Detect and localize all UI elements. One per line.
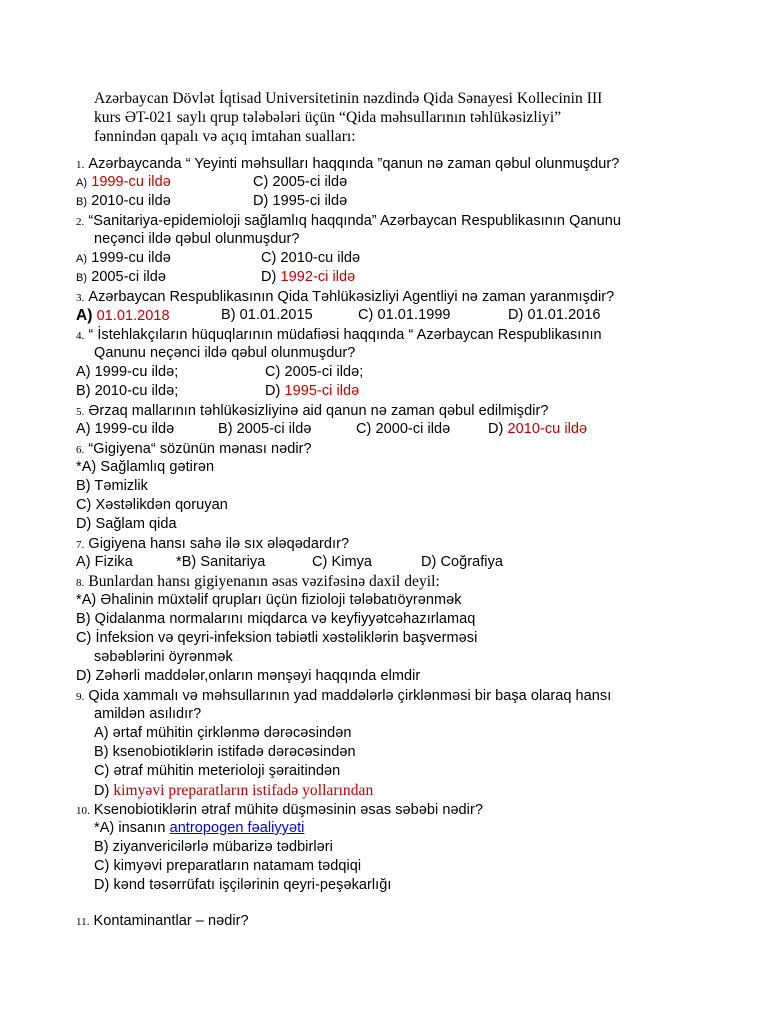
question-6 [76, 439, 312, 460]
q8-option-b: B) Qidalanma normalarını miqdarca və keyfiyyətcəhazırlamaq [76, 611, 476, 627]
q10-option-b: B) ziyanvericilərlə mübarizə tədbirləri [94, 839, 333, 855]
question-11 [76, 911, 249, 932]
option-label: D) [261, 269, 277, 285]
q1-option-c: C) 2005-ci ildə [253, 174, 348, 190]
q7-option-d: D) Coğrafiya [421, 554, 503, 570]
q4-option-d-correct: 1995-ci ildə [284, 383, 360, 399]
q6-option-b: B) Təmizlik [76, 478, 148, 494]
q3-option-c: C) 01.01.1999 [358, 307, 451, 323]
question-text: Qida xammalı və məhsullarının yad maddələrlə çirklənməsi bir başa olaraq hansı [88, 688, 612, 704]
option-label: A) [76, 253, 88, 265]
option-label: A) [76, 307, 93, 324]
question-number: 9. [76, 691, 85, 703]
question-number: 11. [76, 916, 90, 928]
question-3 [76, 287, 614, 308]
q2-option-a: 1999-cu ildə [91, 250, 171, 266]
question-5 [76, 401, 549, 422]
question-number: 5. [76, 406, 85, 418]
q8-option-c: C) İnfeksion və qeyri-infeksion təbiətli xəstəliklərin başverməsi [76, 630, 478, 646]
q3-option-a-correct: 01.01.2018 [96, 308, 170, 324]
q7-option-b: *B) Sanitariya [176, 554, 266, 570]
question-number: 1. [76, 159, 85, 171]
q4-answers-row-2 [76, 382, 360, 401]
q8-option-c-cont: səbəblərini öyrənmək [94, 649, 233, 665]
q2-answers-row-2 [76, 268, 356, 288]
q5-option-c: C) 2000-ci ildə [356, 421, 451, 437]
q2-option-b: 2005-ci ildə [91, 269, 166, 285]
option-label: A) [76, 177, 88, 189]
question-number: 3. [76, 292, 85, 304]
q6-option-c: C) Xəstəlikdən qoruyan [76, 497, 228, 513]
q3-answers-row [76, 306, 601, 326]
q9-text-cont: amildən asılıdır? [94, 706, 202, 722]
question-2 [76, 211, 621, 232]
q4-option-a: A) 1999-cu ildə; [76, 364, 179, 380]
question-text: Kontaminantlar – nədir? [93, 913, 249, 929]
question-text: Bunlardan hansı gigiyenanın əsas vəzifəsinə daxil deyil: [88, 573, 440, 590]
q2-option-d-correct: 1992-ci ildə [280, 269, 356, 285]
q5-option-b: B) 2005-ci ildə [218, 421, 312, 437]
q8-option-a: *A) Əhalinin müxtəlif qrupları üçün fizioloji tələbatıöyrənmək [76, 592, 462, 608]
q6-option-d: D) Sağlam qida [76, 516, 177, 532]
question-7 [76, 534, 349, 555]
question-text: Ksenobiotiklərin ətraf mühitə düşməsinin əsas səbəbi nədir? [93, 802, 483, 818]
q9-option-b: B) ksenobiotiklərin istifadə dərəcəsindən [94, 744, 356, 760]
q4-option-c: C) 2005-ci ildə; [265, 364, 364, 380]
question-4 [76, 325, 602, 346]
question-text: “ İstehlakçıların hüquqlarının müdafiəsi haqqında “ Azərbaycan Respublikasının [88, 327, 602, 343]
question-text: Azərbaycan Respublikasının Qida Təhlükəsizliyi Agentliyi nə zaman yaranmışdir? [88, 289, 615, 305]
question-8 [76, 572, 440, 593]
header-line-1: Azərbaycan Dövlət İqtisad Universitetinin nəzdində Qida Sənayesi Kollecinin III [94, 90, 603, 107]
q3-option-b: B) 01.01.2015 [221, 307, 313, 323]
antropogen-link[interactable]: antropogen fəaliyyəti [169, 820, 305, 836]
q9-option-d-row [94, 781, 373, 801]
q10-option-d: D) kənd təsərrüfatı işçilərinin qeyri-peşəkarlığı [94, 877, 392, 893]
question-text: “Gigiyena“ sözünün mənası nədir? [88, 441, 312, 457]
question-text: “Sanitariya-epidemioloji sağlamlıq haqqında” Azərbaycan Respublikasının Qanunu [88, 213, 622, 229]
q2-option-c: C) 2010-cu ildə [261, 250, 361, 266]
question-9 [76, 686, 611, 707]
header-line-2: kurs ƏT-021 saylı qrup tələbələri üçün “Qida məhsullarının təhlükəsizliyi” [94, 109, 562, 126]
q1-option-d: D) 1995-ci ildə [253, 193, 348, 209]
q1-option-b: 2010-cu ildə [91, 193, 171, 209]
question-number: 2. [76, 216, 85, 228]
q10-option-c: C) kimyəvi preparatların natamam tədqiqi [94, 858, 362, 874]
question-number: 4. [76, 330, 85, 342]
q7-option-a: A) Fizika [76, 554, 133, 570]
q2-answers-row-1 [76, 249, 361, 269]
question-number: 7. [76, 539, 85, 551]
q9-option-c: C) ətraf mühitin meterioloji şəraitindən [94, 763, 341, 779]
question-10 [76, 800, 483, 821]
question-text: Azərbaycanda “ Yeyinti məhsulları haqqında ”qanun nə zaman qəbul olunmuşdur? [88, 156, 620, 172]
q4-text-cont: Qanunu neçənci ildə qəbul olunmuşdur? [94, 345, 356, 361]
q10-option-a: *A) insanın [94, 820, 166, 836]
q3-option-d: D) 01.01.2016 [508, 307, 601, 323]
question-number: 6. [76, 444, 85, 456]
q9-option-a: A) ərtaf mühitin çirklənmə dərəcəsindən [94, 725, 352, 741]
question-text: Ərzaq mallarının təhlükəsizliyinə aid qanun nə zaman qəbul edilmişdir? [88, 403, 549, 419]
q6-option-a: *A) Sağlamlıq gətirən [76, 459, 215, 475]
question-text: Gigiyena hansı sahə ilə sıx ələqədardır? [88, 536, 350, 552]
question-1 [76, 154, 619, 175]
q1-answers-row-1 [76, 173, 348, 193]
q1-answers-row-2 [76, 192, 348, 212]
q8-option-d: D) Zəhərli maddələr,onların mənşəyi haqqında elmdir [76, 668, 421, 684]
q7-option-c: C) Kimya [312, 554, 373, 570]
q5-answers-row [76, 420, 588, 439]
q4-answers-row-1 [76, 363, 364, 382]
q1-option-a-correct: 1999-cu ildə [91, 174, 171, 190]
question-number: 8. [76, 577, 85, 589]
option-label: D) [488, 421, 504, 437]
option-label: D) [94, 783, 110, 799]
header-line-3: fənnindən qapalı və açıq imtahan sualları: [94, 128, 356, 145]
option-label: B) [76, 272, 88, 284]
option-label: B) [76, 196, 88, 208]
q2-text-cont: neçənci ildə qəbul olunmuşdur? [94, 231, 300, 247]
q4-option-b: B) 2010-cu ildə; [76, 383, 179, 399]
q7-answers-row [76, 553, 503, 572]
q9-option-d-correct: kimyəvi preparatların istifadə yollarından [113, 782, 374, 799]
q5-option-a: A) 1999-cu ildə [76, 421, 175, 437]
option-label: D) [265, 383, 281, 399]
q10-option-a-row [94, 819, 304, 838]
q5-option-d-correct: 2010-cu ildə [507, 421, 588, 437]
question-number: 10. [76, 805, 90, 817]
